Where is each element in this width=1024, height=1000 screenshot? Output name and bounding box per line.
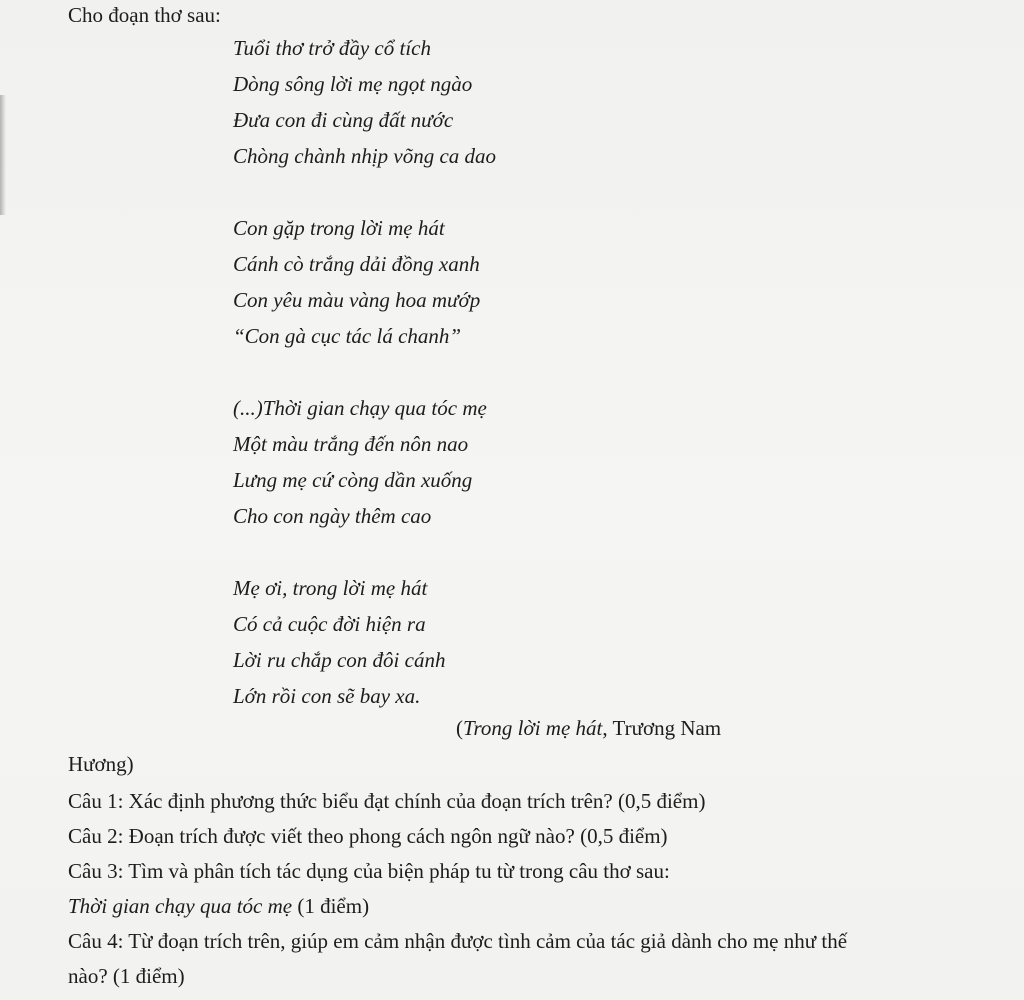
poem-line: Lời ru chắp con đôi cánh xyxy=(233,648,446,672)
poem-line: Lưng mẹ cứ còng dần xuống xyxy=(233,468,473,492)
poem-line: Cánh cò trắng dải đồng xanh xyxy=(233,252,480,276)
poem xyxy=(233,30,496,750)
poem-stanza-4 xyxy=(233,570,496,714)
question-1: Câu 1: Xác định phương thức biểu đạt chính của đoạn trích trên? (0,5 điểm) xyxy=(68,789,706,813)
poem-line: Đưa con đi cùng đất nước xyxy=(233,108,454,132)
poem-line: Lớn rồi con sẽ bay xa. xyxy=(233,684,421,708)
poem-line: Chòng chành nhịp võng ca dao xyxy=(233,144,497,168)
intro-text: Cho đoạn thơ sau: xyxy=(68,3,221,27)
question-3: Câu 3: Tìm và phân tích tác dụng của biện pháp tu từ trong câu thơ sau: xyxy=(68,859,670,883)
poem-line: Có cả cuộc đời hiện ra xyxy=(233,612,426,636)
poem-line: (...)Thời gian chạy qua tóc mẹ xyxy=(233,396,487,420)
question-3-quote-line xyxy=(68,889,968,924)
poem-source xyxy=(456,712,721,744)
poem-line: Con yêu màu vàng hoa mướp xyxy=(233,288,481,312)
question-2: Câu 2: Đoạn trích được viết theo phong cách ngôn ngữ nào? (0,5 điểm) xyxy=(68,824,668,848)
poem-stanza-2 xyxy=(233,210,496,354)
poem-line: Mẹ ơi, trong lời mẹ hát xyxy=(233,576,428,600)
source-author: , Trương Nam xyxy=(602,716,722,740)
poem-line: Dòng sông lời mẹ ngọt ngào xyxy=(233,72,473,96)
question-list xyxy=(68,784,968,994)
question-3-quote: Thời gian chạy qua tóc mẹ xyxy=(68,894,293,918)
poem-stanza-3 xyxy=(233,390,496,534)
question-3-points: (1 điểm) xyxy=(292,894,370,918)
poem-line: Cho con ngày thêm cao xyxy=(233,504,432,528)
page-edge-shadow xyxy=(0,95,6,215)
poem-line: “Con gà cục tác lá chanh” xyxy=(233,324,462,348)
question-4: Câu 4: Từ đoạn trích trên, giúp em cảm nhận được tình cảm của tác giả dành cho mẹ như thế xyxy=(68,929,848,953)
source-title: Trong lời mẹ hát xyxy=(463,716,603,740)
poem-line: Con gặp trong lời mẹ hát xyxy=(233,216,445,240)
poem-line: Một màu trắng đến nôn nao xyxy=(233,432,469,456)
source-open-paren: ( xyxy=(456,716,463,740)
poem-source-continued: Hương) xyxy=(68,752,134,776)
poem-line: Tuổi thơ trở đầy cổ tích xyxy=(233,36,431,60)
question-4-continued: nào? (1 điểm) xyxy=(68,964,185,988)
poem-stanza-1 xyxy=(233,30,496,174)
